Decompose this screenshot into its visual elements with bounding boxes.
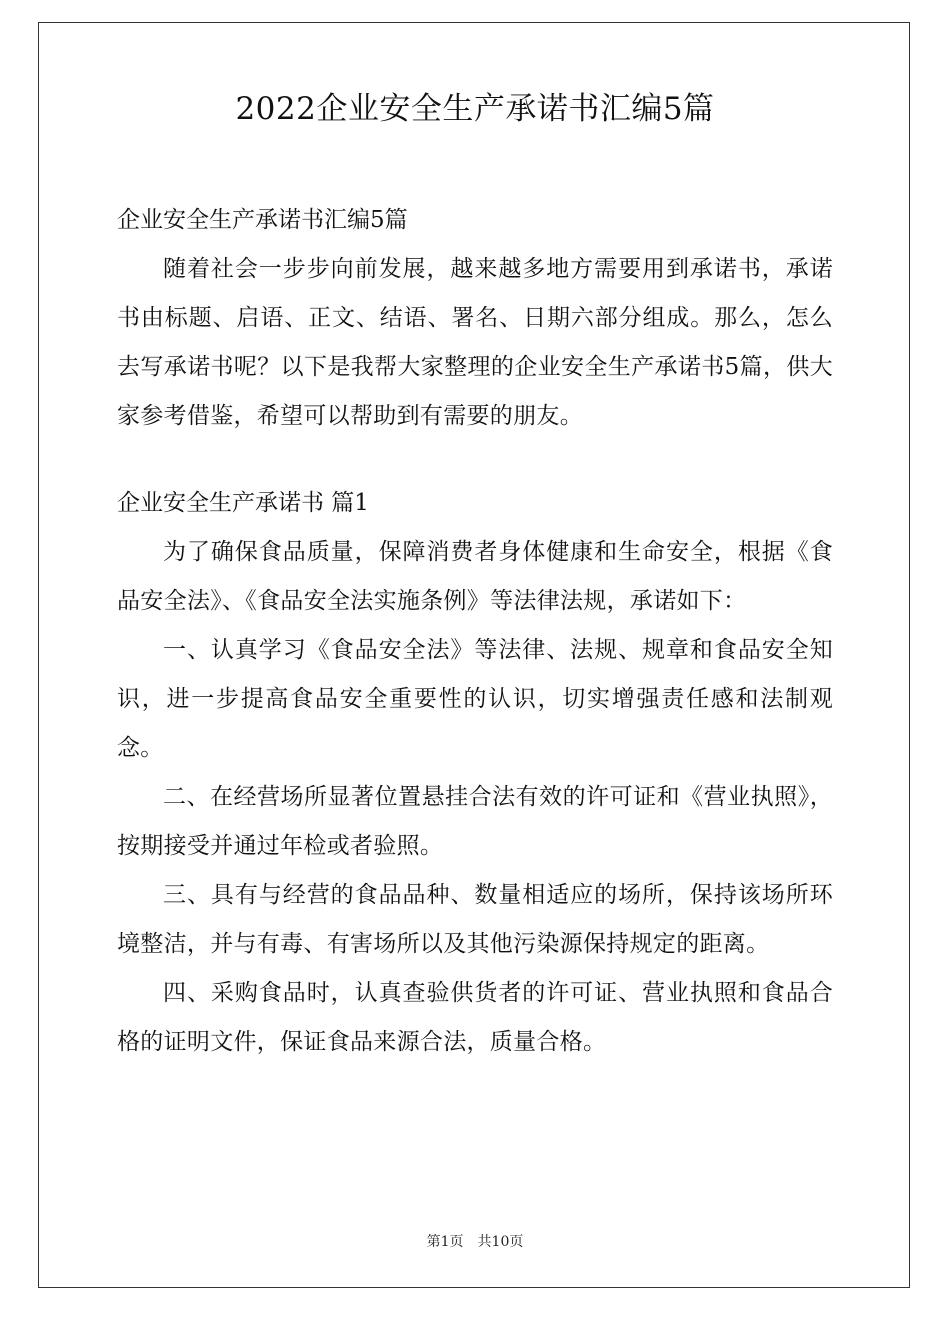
page-total: 共10页 — [477, 1234, 524, 1250]
document-title: 2022企业安全生产承诺书汇编5篇 — [235, 91, 715, 127]
page-footer — [0, 1232, 950, 1252]
section-paragraph: 一、认真学习《食品安全法》等法律、法规、规章和食品安全知识，进一步提高食品安全重要性的认识，切实增强责任感和法制观念。 — [117, 637, 833, 761]
intro-paragraph: 随着社会一步步向前发展，越来越多地方需要用到承诺书，承诺书由标题、启语、正文、结语、署名、日期六部分组成。那么，怎么去写承诺书呢？以下是我帮大家整理的企业安全生产承诺书5篇，供大家参考借鉴，希望可以帮助到有需要的朋友。 — [117, 256, 833, 429]
document-subtitle: 企业安全生产承诺书汇编5篇 — [117, 207, 408, 233]
section-paragraph: 四、采购食品时，认真查验供货者的许可证、营业执照和食品合格的证明文件，保证食品来源合法，质量合格。 — [117, 980, 833, 1055]
section-paragraph: 二、在经营场所显著位置悬挂合法有效的许可证和《营业执照》，按期接受并通过年检或者验照。 — [117, 784, 833, 859]
document-body — [117, 196, 833, 1067]
section-paragraph: 为了确保食品质量，保障消费者身体健康和生命安全，根据《食品安全法》、《食品安全法实施条例》等法律法规，承诺如下： — [117, 539, 833, 614]
section-heading: 企业安全生产承诺书 篇1 — [117, 490, 369, 516]
section-paragraph: 三、具有与经营的食品品种、数量相适应的场所，保持该场所环境整洁，并与有毒、有害场所以及其他污染源保持规定的距离。 — [117, 882, 833, 957]
page-number: 第1页 — [426, 1234, 464, 1250]
